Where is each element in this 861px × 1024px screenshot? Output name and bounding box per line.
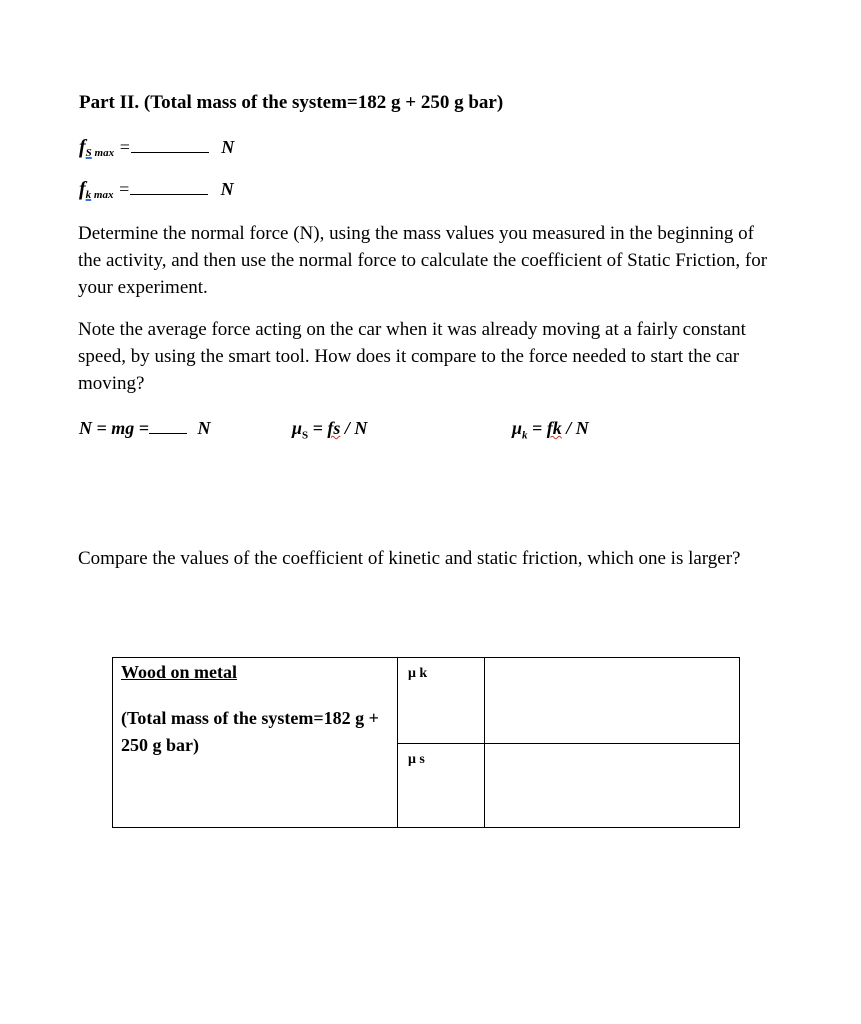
unit-n: N — [221, 137, 235, 157]
sub-max: max — [91, 189, 114, 201]
kinetic-friction-max-equation — [79, 178, 234, 201]
table-subtitle: (Total mass of the system=182 g + 250 g bar) — [121, 708, 379, 755]
mu-sub-s: S — [302, 429, 309, 442]
over-n: / N — [561, 418, 589, 438]
fk-symbol: fk — [546, 418, 562, 438]
table-label-cell — [113, 658, 398, 828]
sub-max: max — [91, 147, 115, 159]
mu-k-value-cell[interactable] — [485, 658, 740, 744]
results-table — [112, 657, 740, 828]
answer-blank[interactable] — [130, 180, 208, 195]
normal-force-formula — [79, 418, 211, 439]
fs-symbol: fs — [327, 418, 341, 438]
paragraph-compare: Compare the values of the coefficient of kinetic and static friction, which one is larger? — [78, 548, 741, 569]
mu-symbol: μ — [292, 418, 303, 438]
answer-blank[interactable] — [131, 138, 209, 153]
mu-s-value-cell[interactable] — [485, 744, 740, 828]
part-heading: Part II. (Total mass of the system=182 g + 250 g bar) — [79, 92, 504, 113]
static-friction-max-equation — [79, 136, 234, 159]
table-title: Wood on metal — [121, 662, 238, 682]
normal-lhs: N = mg = — [79, 418, 150, 438]
mu-s-formula — [292, 418, 367, 442]
equals: = — [527, 418, 547, 438]
over-n: / N — [340, 418, 368, 438]
mu-s-label: μ s — [408, 752, 425, 767]
paragraph-average-force: Note the average force acting on the car when it was already moving at a fairly constant speed, by using the smart tool. How does it compare to the force needed to start the car moving? — [78, 319, 746, 394]
sub-s: S — [85, 147, 92, 159]
paragraph-normal-force: Determine the normal force (N), using the mass values you measured in the beginning of the activity, and then use the normal force to calculate the coefficient of Static Friction, for your experiment. — [78, 223, 768, 298]
equals: = — [308, 418, 328, 438]
mu-k-label: μ k — [408, 666, 428, 681]
mu-s-label-cell — [398, 744, 485, 828]
answer-blank[interactable] — [149, 419, 187, 434]
f-symbol: f — [79, 178, 86, 200]
f-symbol: f — [79, 136, 86, 158]
sub-k: k — [85, 189, 92, 201]
unit-n: N — [220, 179, 234, 199]
mu-sub-k: k — [522, 429, 528, 442]
equals-sign: = — [118, 137, 131, 157]
mu-k-label-cell — [398, 658, 485, 744]
equals-sign: = — [117, 179, 131, 199]
mu-symbol: μ — [512, 418, 523, 438]
mu-k-formula — [512, 418, 589, 442]
unit-n: N — [197, 418, 211, 438]
